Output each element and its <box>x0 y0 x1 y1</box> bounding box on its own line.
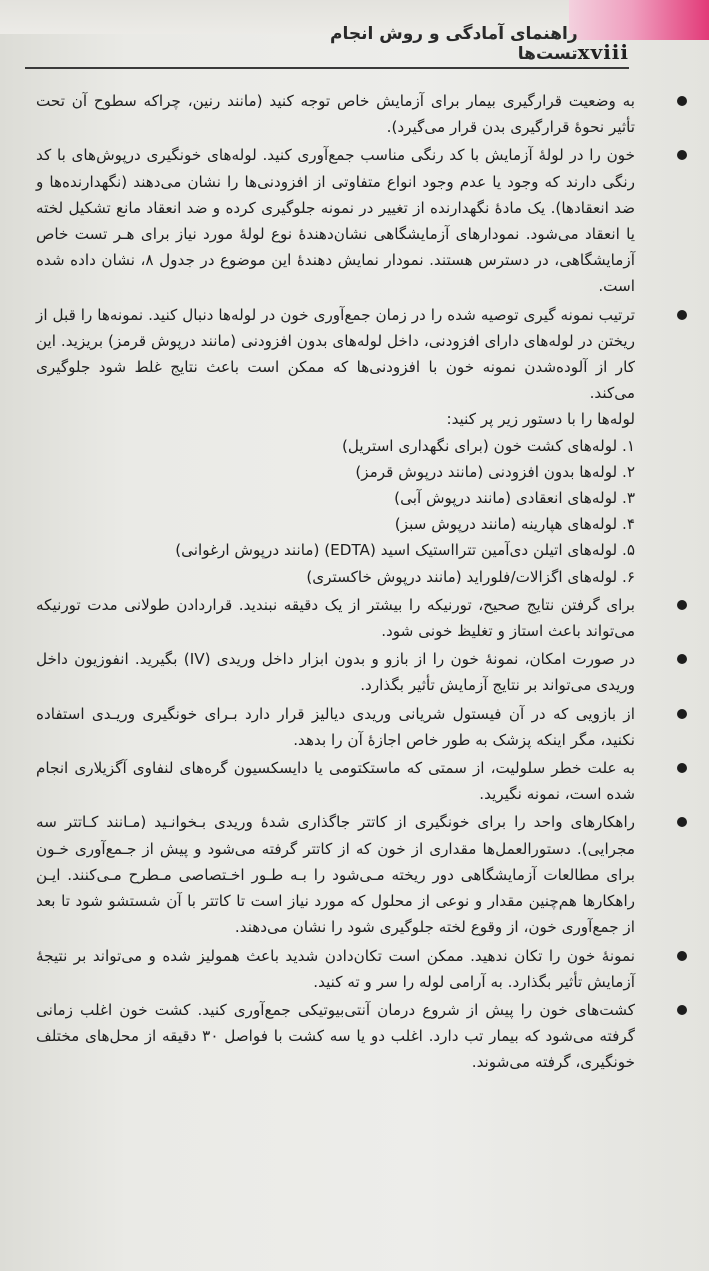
bullet-text: کشت‌های خون را پیش از شروع درمان آنتی‌بیوتیکی جمع‌آوری کنید. کشت خون اغلب زمانی گرفته می‌شود که بیمار تب دارد. اغلب دو یا سه کشت با فواصل ۳۰ دقیقه از محل‌های مختلف خونگیری، گرفته می‌شوند. <box>36 1000 635 1072</box>
tube-order-list <box>36 433 635 590</box>
bullet-text: به وضعیت قرارگیری بیمار برای آزمایش خاص توجه کنید (مانند رنین، چراکه سطوح آن تحت تأثیر نحوهٔ قرارگیری بدن قرار می‌گیرد). <box>36 92 635 137</box>
list-item: ۱. لوله‌های کشت خون (برای نگهداری استریل) <box>341 436 635 455</box>
bullet-text: از بازویی که در آن فیستول شریانی وریدی دیالیز قرار دارد بـرای خونگیری وریـدی استفاده نکنید، مگر اینکه پزشک به طور خاص اجازهٔ آن را بدهد. <box>36 704 635 749</box>
running-title: راهنمای آمادگی و روش انجام تست‌ها <box>330 24 578 64</box>
bullet-text: نمونهٔ خون را تکان ندهید. ممکن است تکان‌دادن شدید باعث همولیز شده و می‌تواند بر نتیجهٔ آزمایش تأثیر بگذارد. به آرامی لوله را سر و ته کنید. <box>36 946 635 991</box>
bullet-item <box>36 943 657 995</box>
bullet-dot-icon <box>677 817 687 827</box>
header-rule <box>25 67 629 69</box>
list-item: ۳. لوله‌های انعقادی (مانند درپوش آبی) <box>394 489 635 508</box>
list-item: ۲. لوله‌ها بدون افزودنی (مانند درپوش قرمز) <box>355 462 635 481</box>
bullet-text: به علت خطر سلولیت، از سمتی که ماستکتومی یا دایسکسیون گره‌های لنفاوی آگزیلاری انجام شده است، نمونه نگیرید. <box>36 759 635 804</box>
bullet-text: برای گرفتن نتایج صحیح، تورنیکه را بیشتر از یک دقیقه نبندید. قراردادن طولانی مدت تورنیکه می‌تواند باعث استاز و تغلیظ خونی شود. <box>36 595 635 641</box>
bullet-item <box>36 646 657 698</box>
bullet-dot-icon <box>677 951 687 961</box>
bullet-item <box>36 142 657 299</box>
bullet-item <box>36 592 657 644</box>
bullet-text: در صورت امکان، نمونهٔ خون را از بازو و بدون ابزار داخل وریدی (IV) بگیرید. انفوزیون داخل وریدی می‌تواند بر نتایج آزمایش تأثیر بگذارد. <box>36 650 636 695</box>
bullet-dot-icon <box>677 709 687 719</box>
bullet-dot-icon <box>677 310 687 320</box>
bullet-text: خون را در لولهٔ آزمایش با کد رنگی مناسب جمع‌آوری کنید. لوله‌های خونگیری درپوش‌های با کد رنگی دارند که وجود یا عدم وجود انواع متفاوتی از افزودنی‌ها را نشان می‌دهند (نگهدارنده‌ها و ضد انعقادها). یک مادهٔ نگهدارنده از تغییر در نمونه جلوگیری کرده و ضد انعقاد مانع تشکیل لخته یا انعقاد می‌شود. نمودارهای آزمایشگاهی نشان‌دهندهٔ نوع لولهٔ مورد نیاز برای هـر تست خاص آزمایشگاهی، در دسترس هستند. نمودار نمایش دهندهٔ این موضوع در جدول ۸، نشان داده شده است. <box>36 146 635 296</box>
page-header <box>25 24 629 64</box>
bullet-dot-icon <box>677 763 687 773</box>
bullet-dot-icon <box>677 600 687 610</box>
bullet-text: ترتیب نمونه گیری توصیه شده را در زمان جمع‌آوری خون در لوله‌ها دنبال کنید. نمونه‌ها را قبل از ریختن در لوله‌های دارای افزودنی، داخل لوله‌های بدون افزودنی (مانند درپوش قرمز) بریزید. این کار از آلوده‌شدن نمونه خون با افزودنی‌ها که ممکن است باعث نتایج غلط شود جلوگیری می‌کند. <box>36 305 635 403</box>
list-intro: لوله‌ها را با دستور زیر پر کنید: <box>446 410 635 429</box>
list-item: ۶. لوله‌های اگزالات/فلوراید (مانند درپوش خاکستری) <box>306 567 635 586</box>
bullet-text: راهکارهای واحد را برای خونگیری از کاتتر جاگذاری شدهٔ وریدی بـخوانـید (مـانند کـاتتر سه مجرایی). دستورالعمل‌ها مقداری از خون که از کاتتر گرفته می‌شود و پیش از جـمع‌آوری خـون برای مطالعات آزمایشگاهی دور ریخته مـی‌شود را بـه طـور اخـتصاصی مـطرح مـی‌کنند. ایـن راهکارها هم‌چنین مقدار و نوعی از محلول که مورد نیاز است تا کاتتر با آن شستشو شود تا بعد از جمع‌آوری خون، از وقوع لخته جلوگیری شود را نشان می‌دهند. <box>36 813 635 937</box>
bullet-item <box>36 701 657 753</box>
bullet-item <box>36 809 657 940</box>
bullet-item <box>36 997 657 1076</box>
bullet-item <box>36 88 657 140</box>
page-number: xviii <box>577 40 629 64</box>
bullet-dot-icon <box>677 1005 687 1015</box>
page-content <box>36 88 657 1078</box>
list-item: ۴. لوله‌های هپارینه (مانند درپوش سبز) <box>394 515 635 534</box>
bullet-dot-icon <box>677 654 687 664</box>
bullet-item <box>36 302 657 590</box>
bullet-dot-icon <box>677 150 687 160</box>
chapter-color-tab <box>569 0 709 40</box>
list-item: ۵. لوله‌های اتیلن دی‌آمین تترااستیک اسید (EDTA) (مانند درپوش ارغوانی) <box>175 541 635 560</box>
bullet-dot-icon <box>677 96 687 106</box>
bullet-item <box>36 755 657 807</box>
